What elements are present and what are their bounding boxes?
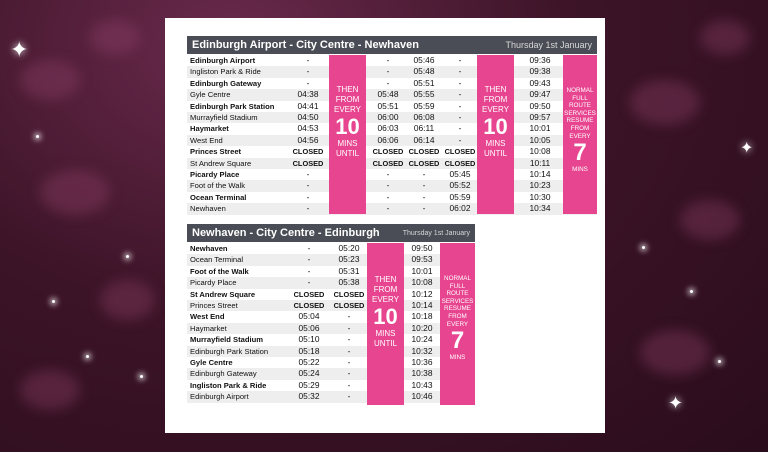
departure-time: CLOSED [333,301,365,310]
bokeh-light [20,60,80,100]
band-text: FULL [449,282,466,290]
stop-name: Edinburgh Park Station [190,101,275,111]
departure-time: 10:18 [411,311,433,322]
band-text: RESUME [444,305,471,313]
sparkle-dot [126,255,129,258]
departure-time: 10:46 [411,391,433,402]
table-row [187,180,597,191]
departure-time: - [458,134,462,145]
departure-time: 06:08 [413,112,435,122]
departure-time: - [307,243,311,253]
band-text: THEN [484,85,507,94]
table-row [187,203,597,214]
departure-time: 09:53 [411,254,433,265]
departure-time: 09:43 [529,77,551,88]
band-text: EVERY [569,132,591,140]
band-text: FROM [448,312,467,320]
departure-time: CLOSED [372,158,404,168]
departure-time: CLOSED [293,301,325,310]
table1-frequency-band-1 [329,55,366,214]
departure-time: - [386,180,390,191]
departure-time: - [347,368,351,379]
table-row [187,277,475,288]
sparkle-dot [140,375,143,378]
departure-time: 10:11 [529,157,551,168]
band-text: UNTIL [335,149,360,158]
band-text: FROM [373,285,398,294]
table1-date: Thursday 1st January [505,40,592,50]
departure-time: 05:29 [298,379,320,390]
departure-time: 05:06 [298,322,320,333]
band-text: ROUTE [446,290,469,298]
departure-time: - [386,203,390,214]
band-text: RESUME [566,117,594,125]
band-text: MINS [337,139,358,148]
band-text: FULL [572,94,588,102]
departure-time: - [422,203,426,214]
band-text: EVERY [372,295,399,304]
departure-time: CLOSED [444,147,476,157]
sparkle-dot [36,135,39,138]
stop-name: Ocean Terminal [190,192,247,202]
sparkle-star-icon: ✦ [668,393,684,414]
departure-time: - [306,55,310,65]
band-text: MINS [485,139,506,148]
stop-name: Ingliston Park & Ride [190,380,267,390]
table-row [187,320,475,334]
departure-time: 04:41 [297,100,319,111]
stop-name: St Andrew Square [190,158,252,168]
band-text: FROM [570,124,590,132]
departure-time: 10:20 [411,322,433,333]
band-text: UNTIL [373,339,398,348]
departure-time: 09:50 [411,243,433,253]
bokeh-light [20,370,80,410]
departure-time: 04:38 [297,89,319,100]
departure-time: 09:57 [529,112,551,122]
bokeh-light [40,170,110,215]
departure-time: 05:59 [413,100,435,111]
departure-time: - [386,77,390,88]
departure-time: 04:50 [297,112,319,122]
table-row [187,169,597,180]
table-row [187,101,597,112]
departure-time: 05:04 [298,311,320,322]
table-row [187,266,475,277]
departure-time: 05:48 [413,66,435,77]
stop-name: Murrayfield Stadium [190,335,263,345]
band-number: 10 [335,114,360,139]
departure-time: 06:03 [377,123,399,134]
departure-time: 10:08 [529,146,551,157]
table-row [187,55,597,66]
table-row [187,146,597,157]
departure-time: 10:05 [529,134,551,145]
departure-time: - [307,277,311,288]
stop-name: St Andrew Square [190,289,256,299]
departure-time: 09:50 [529,100,551,111]
departure-time: 10:38 [411,368,433,379]
stop-name: Edinburgh Airport [190,56,256,65]
bokeh-light [700,20,750,55]
band-text: ROUTE [568,102,592,110]
sparkle-star-icon: ✦ [10,38,29,63]
departure-time: 10:43 [411,379,433,390]
departure-time: - [422,191,426,202]
bokeh-light [90,20,140,55]
departure-time: 09:47 [529,89,551,100]
departure-time: 10:01 [411,265,433,276]
bokeh-light [100,280,155,320]
departure-time: 10:14 [529,169,551,179]
stop-name: Edinburgh Airport [190,392,249,402]
timetable-card [165,18,605,433]
band-text: NORMAL [444,275,471,282]
band-text: THEN [374,275,397,284]
departure-time: - [458,89,462,100]
departure-time: - [347,311,351,322]
departure-time: CLOSED [293,289,325,299]
departure-time: - [306,66,310,77]
departure-time: 06:14 [413,134,435,145]
stop-name: Haymarket [190,124,229,134]
departure-time: 06:02 [449,203,471,214]
band-text: FROM [335,95,360,104]
departure-time: 10:32 [411,345,433,356]
stop-name: Newhaven [190,244,228,253]
table1-header [187,36,597,54]
band-text: MINS [572,166,588,174]
stop-name: Edinburgh Gateway [190,78,262,88]
sparkle-star-icon: ✦ [740,138,754,157]
band-text: SERVICES [441,297,474,305]
stop-name: Gyle Centre [190,90,231,100]
departure-time: - [458,77,462,88]
departure-time: 05:24 [298,368,320,379]
band-text: EVERY [334,105,361,114]
departure-time: 05:45 [449,169,471,179]
table-row [187,243,475,254]
table-row [187,391,475,402]
stop-name: Princes Street [190,147,242,157]
departure-time: - [458,55,462,65]
stop-name: Edinburgh Gateway [190,369,257,379]
stop-name: Princes Street [190,301,238,310]
stop-name: West End [190,312,225,322]
table-row [187,132,597,146]
departure-time: - [306,169,310,179]
departure-time: - [458,112,462,122]
band-text: EVERY [482,105,509,114]
departure-time: - [347,379,351,390]
departure-time: - [422,180,426,191]
table-row [187,334,475,345]
departure-time: CLOSED [372,147,404,157]
table-row [187,123,597,134]
stop-name: Murrayfield Stadium [190,113,258,122]
departure-time: 06:11 [413,123,435,134]
bokeh-light [630,80,700,125]
band-text: NORMAL [566,87,594,94]
departure-time: 05:32 [298,391,320,402]
table-row [187,192,597,203]
departure-time: 05:59 [449,191,471,202]
departure-time: 10:23 [529,180,551,191]
table-row [187,311,475,322]
departure-time: 10:30 [529,191,551,202]
departure-time: 10:01 [529,123,551,134]
stop-name: Newhaven [190,204,226,214]
departure-time: 05:51 [377,100,399,111]
departure-time: 04:56 [297,134,319,145]
departure-time: 10:36 [411,357,433,367]
departure-time: 05:23 [338,254,360,265]
departure-time: 06:00 [377,112,399,122]
departure-time: 10:34 [529,203,551,214]
band-text: THEN [336,85,359,94]
departure-time: - [306,203,310,214]
departure-time: 05:55 [413,89,435,100]
departure-time: 05:46 [413,55,435,65]
sparkle-dot [642,246,645,249]
band-text: MINS [375,329,396,338]
departure-time: - [422,169,426,179]
departure-time: - [307,254,311,265]
departure-time: 05:20 [338,243,360,253]
sparkle-dot [718,360,721,363]
band-text: FROM [483,95,508,104]
departure-time: - [458,66,462,77]
departure-time: 05:51 [413,77,435,88]
sparkle-dot [690,290,693,293]
table-row [187,89,597,100]
departure-time: - [386,66,390,77]
departure-time: - [386,191,390,202]
departure-time: - [347,391,351,402]
departure-time: - [307,265,311,276]
bokeh-light [680,200,740,240]
stop-name: Picardy Place [190,278,237,288]
stop-name: Haymarket [190,323,227,333]
departure-time: CLOSED [444,158,476,168]
band-number: 7 [573,139,587,167]
band-text: EVERY [446,320,469,328]
departure-time: - [458,123,462,134]
bokeh-light [640,330,710,375]
departure-time: 10:08 [411,277,433,288]
band-number: 10 [483,114,508,139]
departure-time: 05:10 [298,334,320,345]
departure-time: - [306,191,310,202]
departure-time: CLOSED [292,147,324,157]
stop-name: Picardy Place [190,170,240,179]
table-row [187,66,597,77]
table-row [187,158,597,169]
departure-time: - [306,77,310,88]
departure-time: - [347,345,351,356]
table2-normal-service-band [440,243,475,405]
stop-name: Edinburgh Park Station [190,346,269,356]
departure-time: CLOSED [333,289,365,299]
band-text: UNTIL [483,149,508,158]
departure-time: 05:38 [338,277,360,288]
stop-name: Foot of the Walk [190,266,249,276]
table2-title: Newhaven - City Centre - Edinburgh [192,227,380,239]
departure-time: 05:22 [298,357,320,367]
departure-time: - [347,357,351,367]
table-row [187,357,475,368]
stop-name: Foot of the Walk [190,181,246,191]
table-row [187,254,475,265]
band-text: SERVICES [564,109,596,117]
stop-name: West End [190,135,223,145]
stop-name: Ingliston Park & Ride [190,67,261,77]
table2-date: Thursday 1st January [402,229,470,237]
departure-time: 10:24 [411,334,433,345]
departure-time: CLOSED [408,158,440,168]
departure-time: 09:36 [529,55,551,65]
departure-time: - [386,169,390,179]
table-row [187,78,597,89]
stop-name: Gyle Centre [190,358,233,367]
departure-time: 10:14 [411,300,433,310]
table1-frequency-band-2 [477,55,514,214]
band-number: 10 [373,304,398,329]
departure-time: - [347,322,351,333]
departure-time: 09:38 [529,66,551,77]
table-row [187,368,475,379]
departure-time: 10:12 [411,288,433,299]
departure-time: 05:31 [338,265,360,276]
departure-time: 06:06 [377,134,399,145]
table1-title: Edinburgh Airport - City Centre - Newhaven [192,39,419,51]
departure-time: 05:18 [298,345,320,356]
table2-header [187,224,475,242]
departure-time: - [386,55,390,65]
band-text: MINS [449,354,466,362]
table1-normal-service-band [563,55,597,214]
departure-time: CLOSED [408,147,440,157]
table-row [187,346,475,357]
departure-time: 05:48 [377,89,399,100]
departure-time: 05:52 [449,180,471,191]
table2-frequency-band-1 [367,243,404,405]
sparkle-dot [86,355,89,358]
band-number: 7 [450,327,465,355]
stop-name: Ocean Terminal [190,255,244,265]
table-row [187,289,475,300]
departure-time: CLOSED [292,158,324,168]
departure-time: - [458,100,462,111]
sparkle-dot [52,300,55,303]
departure-time: - [306,180,310,191]
departure-time: 04:53 [297,123,319,134]
table-row [187,380,475,391]
departure-time: - [347,334,351,345]
